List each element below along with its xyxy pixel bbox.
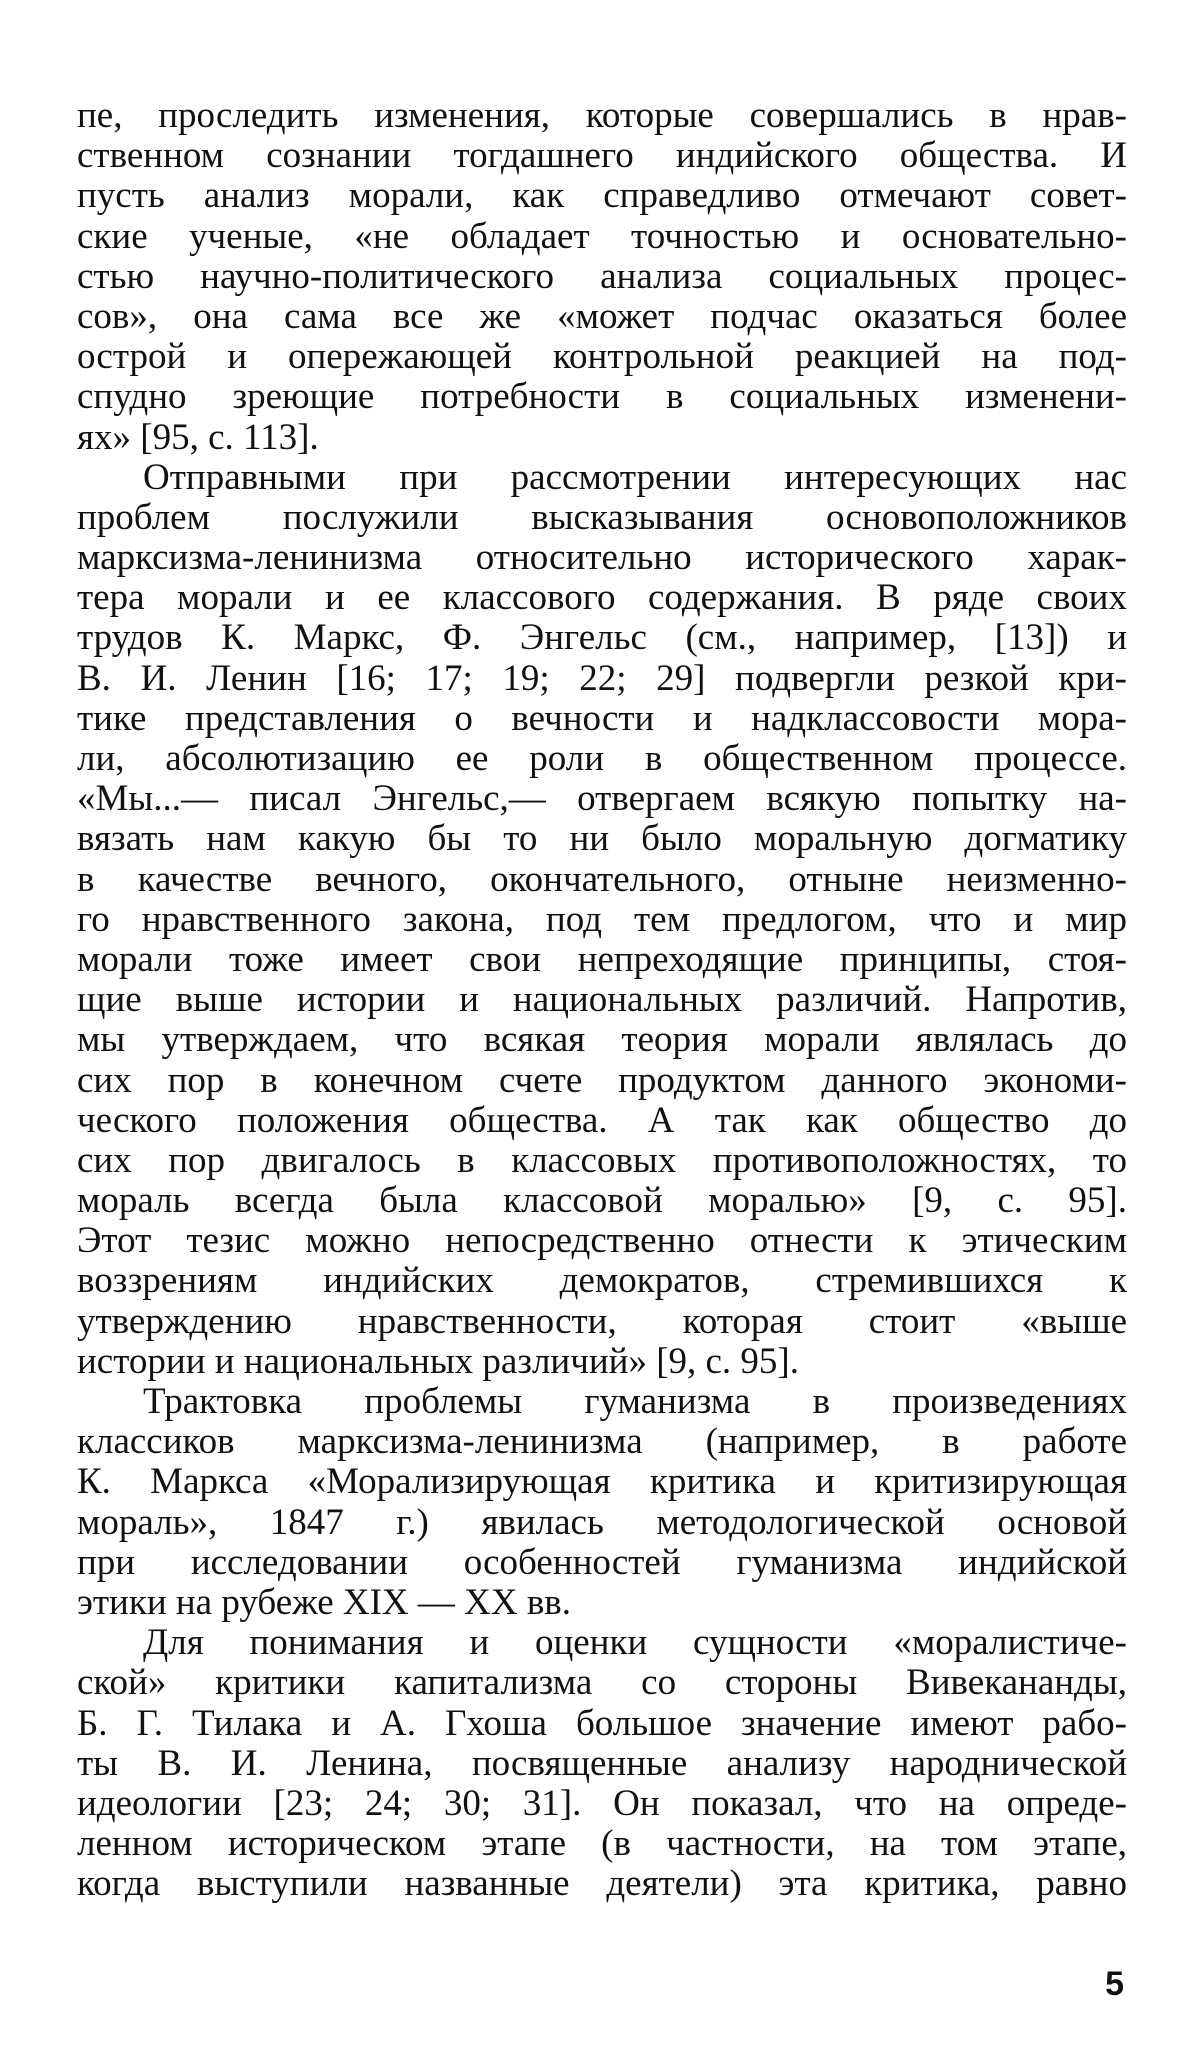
text-line: го нравственного закона, под тем предлогом, что и мир [77, 899, 1127, 940]
text-line: этики на рубеже XIX — XX вв. [77, 1582, 572, 1623]
text-line: ты В. И. Ленина, посвященные анализу народнической [77, 1743, 1127, 1784]
text-line: идеологии [23; 24; 30; 31]. Он показал, что на опреде- [77, 1783, 1127, 1824]
text-line: мы утверждаем, что всякая теория морали являлась до [77, 1020, 1127, 1061]
text-line: сих пор двигалось в классовых противоположностях, то [77, 1140, 1127, 1181]
text-line: тера морали и ее классового содержания. В ряде своих [77, 578, 1127, 619]
text-line: В. И. Ленин [16; 17; 19; 22; 29] подвергли резкой кри- [77, 658, 1127, 699]
paragraph-4 [77, 1623, 1127, 1904]
text-line: воззрениям индийских демократов, стремившихся к [77, 1261, 1127, 1302]
text-line: острой и опережающей контрольной реакцией на под- [77, 337, 1127, 378]
text-line: «Мы...— писал Энгельс,— отвергаем всякую попытку на- [77, 779, 1127, 820]
text-line: истории и национальных различий» [9, с. 95]. [77, 1341, 800, 1382]
text-line: ях» [95, с. 113]. [77, 417, 319, 458]
text-line: сов», она сама все же «может подчас оказаться более [77, 296, 1127, 337]
paragraph-2 [77, 458, 1127, 1382]
text-line: в качестве вечного, окончательного, отныне неизменно- [77, 859, 1127, 900]
text-line: морали тоже имеет свои непреходящие принципы, стоя- [77, 939, 1127, 980]
paragraph-1 [77, 96, 1127, 458]
text-line: мораль всегда была классовой моралью» [9, с. 95]. [77, 1181, 1127, 1222]
text-line: ской» критики капитализма со стороны Вивекананды, [77, 1663, 1127, 1704]
text-line: когда выступили названные деятели) эта критика, равно [77, 1864, 1127, 1905]
text-line: Отправными при рассмотрении интересующих нас [143, 457, 1127, 498]
text-line: утверждению нравственности, которая стоит «выше [77, 1301, 1127, 1342]
text-line: ческого положения общества. А так как общество до [77, 1100, 1127, 1141]
text-line: стью научно-политического анализа социальных процес- [77, 256, 1127, 297]
text-line: Для понимания и оценки сущности «моралистиче- [143, 1623, 1127, 1664]
paragraph-3 [77, 1382, 1127, 1623]
text-line: щие выше истории и национальных различий. Напротив, [77, 980, 1127, 1021]
text-line: вязать нам какую бы то ни было моральную догматику [77, 819, 1127, 860]
text-line: мораль», 1847 г.) явилась методологической основой [77, 1502, 1127, 1543]
text-line: Этот тезис можно непосредственно отнести к этическим [77, 1221, 1127, 1262]
text-line: проблем послужили высказывания основоположников [77, 497, 1127, 538]
page-number: 5 [1105, 1965, 1124, 2003]
text-line: сих пор в конечном счете продуктом данного экономи- [77, 1060, 1127, 1101]
text-line: трудов К. Маркс, Ф. Энгельс (см., например, [13]) и [77, 618, 1127, 659]
text-line: спудно зреющие потребности в социальных изменени- [77, 377, 1127, 418]
text-line: пусть анализ морали, как справедливо отмечают совет- [77, 176, 1127, 217]
text-line: классиков марксизма-ленинизма (например, в работе [77, 1422, 1127, 1463]
text-line: тике представления о вечности и надклассовости мора- [77, 698, 1127, 739]
text-line: при исследовании особенностей гуманизма индийской [77, 1542, 1127, 1583]
text-line: пе, проследить изменения, которые совершались в нрав- [77, 96, 1127, 136]
text-line: Б. Г. Тилака и А. Гхоша большое значение имеют рабо- [77, 1703, 1127, 1744]
page-body [77, 96, 1127, 1904]
text-line: ственном сознании тогдашнего индийского общества. И [77, 136, 1127, 177]
text-line: ленном историческом этапе (в частности, на том этапе, [77, 1824, 1127, 1865]
text-line: ли, абсолютизацию ее роли в общественном процессе. [77, 739, 1127, 779]
text-line: К. Маркса «Морализирующая критика и критизирующая [77, 1462, 1127, 1503]
text-line: ские ученые, «не обладает точностью и основательно- [77, 216, 1127, 257]
text-line: марксизма-ленинизма относительно исторического харак- [77, 538, 1127, 579]
text-line: Трактовка проблемы гуманизма в произведениях [143, 1382, 1127, 1422]
